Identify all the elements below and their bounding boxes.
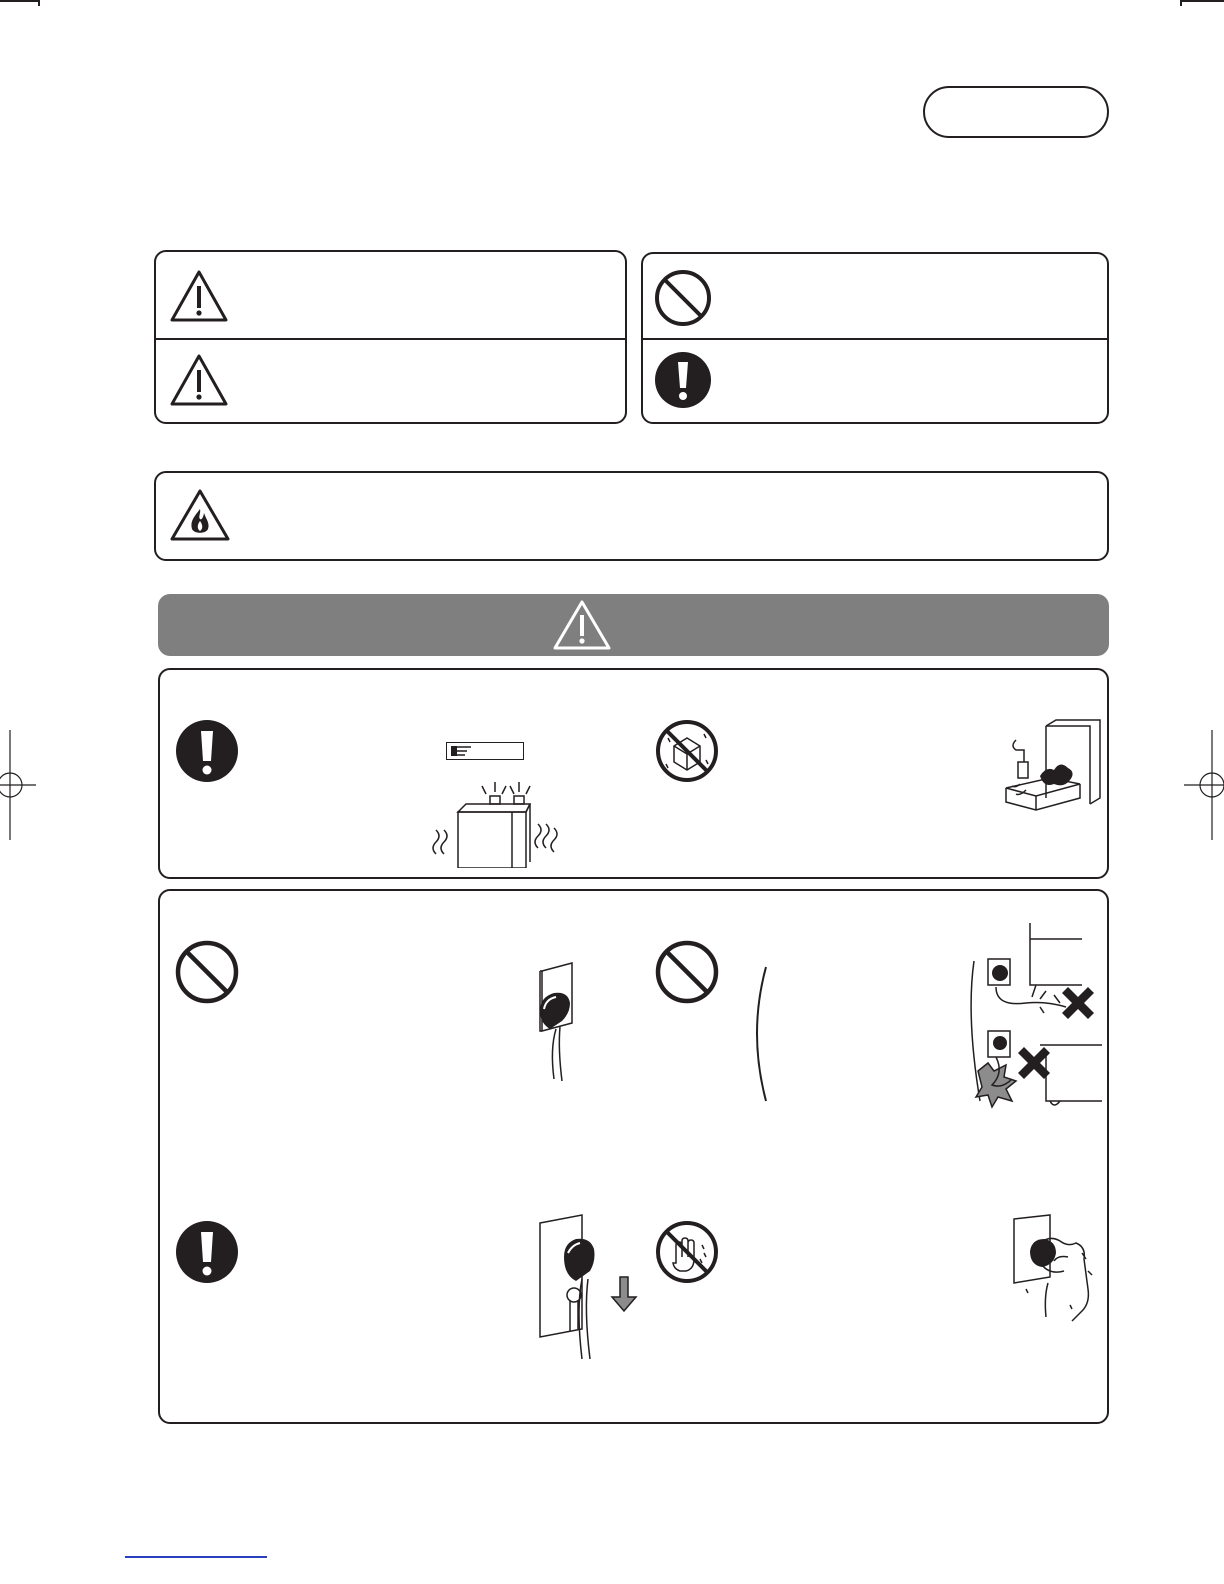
section-tab bbox=[923, 86, 1109, 138]
flammable-notice-box bbox=[154, 471, 1109, 561]
unplug-downward-illustration bbox=[526, 1213, 646, 1363]
mandatory-exclamation-icon bbox=[653, 350, 713, 410]
warning-group-1 bbox=[158, 668, 1109, 879]
crop-mark-top-right bbox=[1180, 0, 1224, 2]
warning-triangle-icon bbox=[168, 268, 230, 324]
mandatory-exclamation-icon bbox=[174, 1219, 240, 1285]
wet-hand-plug-illustration bbox=[1000, 1213, 1100, 1333]
crop-mark-top-left-tick bbox=[38, 0, 40, 6]
prohibited-circle-icon bbox=[653, 268, 713, 328]
text-bracket bbox=[750, 963, 774, 1103]
page-reference-tag bbox=[446, 742, 524, 760]
footer-rule bbox=[125, 1556, 267, 1558]
legend-prohibited-mandatory-box bbox=[641, 252, 1109, 424]
refrigerator-vibration-illustration bbox=[426, 772, 586, 868]
prohibited-circle-icon bbox=[174, 939, 240, 1005]
legend-divider bbox=[643, 338, 1107, 340]
crop-mark-top-left bbox=[0, 0, 40, 2]
no-wet-hands-icon bbox=[654, 1219, 720, 1285]
warning-triangle-icon bbox=[168, 352, 230, 408]
prohibited-circle-icon bbox=[654, 939, 720, 1005]
crop-mark-top-right-tick bbox=[1180, 0, 1182, 6]
legend-divider bbox=[156, 338, 625, 340]
legend-warning-caution-box bbox=[154, 250, 627, 424]
damaged-cord-illustration bbox=[966, 921, 1106, 1111]
flammable-warning-icon bbox=[168, 487, 232, 543]
mandatory-exclamation-icon bbox=[174, 718, 240, 784]
no-water-splash-icon bbox=[654, 718, 720, 784]
warning-group-2 bbox=[158, 889, 1109, 1424]
pointing-hand-icon bbox=[450, 744, 474, 758]
warning-banner bbox=[158, 594, 1109, 656]
plug-in-socket-illustration bbox=[520, 959, 590, 1089]
registration-mark-left bbox=[0, 730, 40, 840]
registration-mark-right bbox=[1180, 730, 1224, 840]
water-splash-near-appliance-illustration bbox=[996, 718, 1108, 848]
warning-triangle-icon bbox=[551, 598, 613, 652]
